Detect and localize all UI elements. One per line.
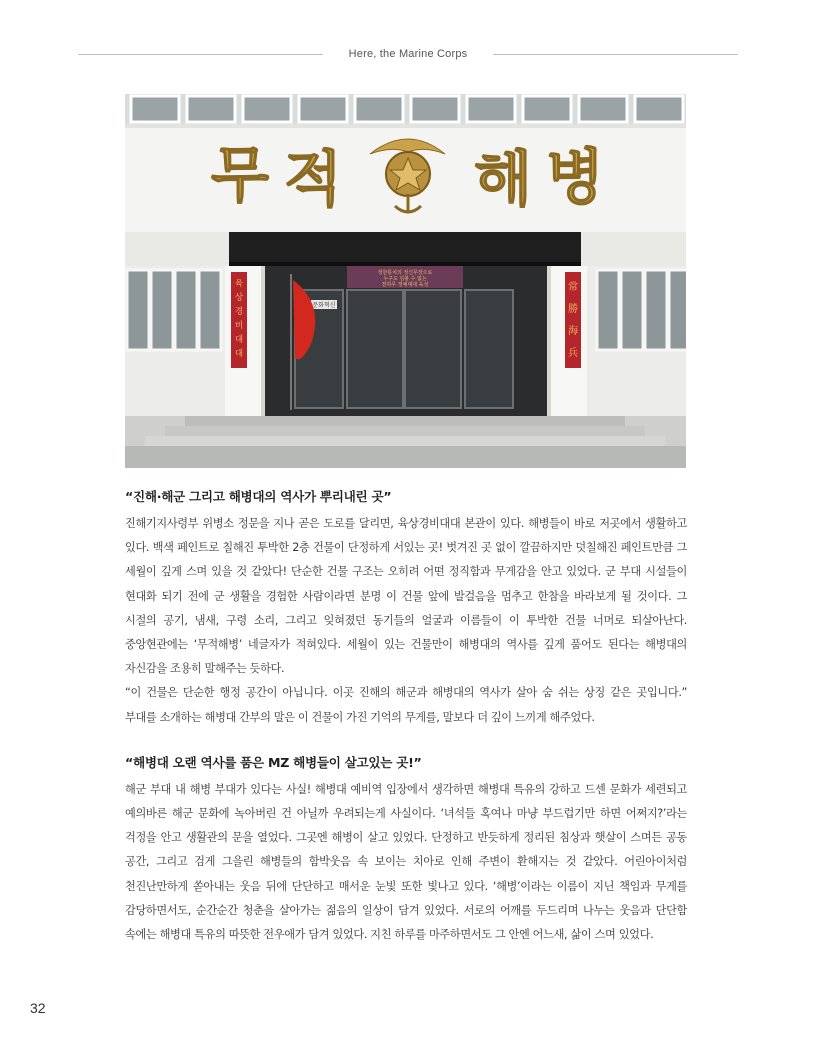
header-rule-left bbox=[78, 54, 323, 55]
lintel-banner-line-2: 누구도 넘볼 수 없는 bbox=[383, 276, 427, 282]
left-banner-char-1: 육 bbox=[234, 279, 244, 289]
sign-char-2: 적 bbox=[284, 145, 342, 215]
sign-char-4: 병 bbox=[546, 143, 604, 213]
right-banner-char-1: 常 bbox=[568, 282, 578, 293]
right-banner-char-4: 兵 bbox=[568, 348, 578, 359]
door-sign: 문화혁신 bbox=[312, 302, 336, 309]
header-rule-right bbox=[493, 54, 738, 55]
section-1-paragraph-2: “이 건물은 단순한 행정 공간이 아닙니다. 이곳 진해의 해군과 해병대의 역사가 살아 숨 쉬는 상징 같은 곳입니다.” 부대를 소개하는 해병대 간부의 말은 이 건물이 가진 기억의 무게를, 말보다 더 깊이 느끼게 해주었다. bbox=[125, 686, 687, 724]
header-title: Here, the Marine Corps bbox=[348, 48, 468, 60]
building-photo bbox=[125, 94, 686, 468]
left-banner-char-4: 비 bbox=[234, 321, 244, 331]
section-2 bbox=[125, 752, 687, 947]
left-banner-char-5: 대 bbox=[234, 335, 244, 345]
section-1-heading: “진해·해군 그리고 해병대의 역사가 뿌리내린 곳” bbox=[125, 489, 392, 504]
sign-char-1: 무 bbox=[211, 141, 269, 211]
left-banner-char-3: 경 bbox=[234, 307, 244, 317]
article-body bbox=[125, 486, 687, 947]
section-1-paragraph-1: 진해기지사령부 위병소 정문을 지나 곧은 도로를 달리면, 육상경비대대 본관이 있다. 해병들이 바로 저곳에서 생활하고 있다. 백색 페인트로 칠해진 투박한 2층 건물이 단정하게 서있는 곳! 벗겨진 곳 없이 깔끔하지만 덧칠해진 페인트만큼 그 세월이 깊게 스며 있을 것 같았다! 단순한 건물 구조는 오히려 어떤 정직함과 무게감을 안고 있었다. 군 부대 시설들이 현대화 되기 전에 군 생활을 경험한 사람이라면 분명 이 건물 앞에 발걸음을 멈추고 한참을 바라보게 될 것이다. 그 시절의 공기, 냄새, 구령 소리, 그리고 잊혀졌던 동기들의 얼굴과 이름들이 이 투박한 건물 너머로 되살아난다. 중앙현관에는 ‘무적해병’ 네글자가 적혀있다. 세월이 있는 건물만이 해병대의 역사를 깊게 품어도 된다는 해병대의 자신감을 조용히 말해주는 듯하다. bbox=[125, 517, 687, 676]
lintel-banner-line-3: 천하무 정예대대 육성 bbox=[381, 282, 429, 288]
sign-char-3: 해 bbox=[474, 145, 532, 215]
section-2-heading: “해병대 오랜 역사를 품은 MZ 해병들이 살고있는 곳!” bbox=[125, 754, 422, 770]
left-banner-char-2: 상 bbox=[234, 293, 244, 303]
running-header bbox=[78, 44, 738, 64]
right-banner-char-3: 海 bbox=[568, 326, 578, 337]
page-number: 32 bbox=[30, 1000, 46, 1016]
left-banner-char-6: 대 bbox=[234, 349, 244, 359]
section-2-paragraph: 해군 부대 내 해병 부대가 있다는 사실! 해병대 예비역 입장에서 생각하면 해병대 특유의 강하고 드센 문화가 세련되고 예의바른 해군 문화에 녹아버린 건 아닐까 우려되는게 사실이다. ‘녀석들 혹여나 마냥 부드럽기만 하면 어쩌지?’라는 걱정을 안고 생활관의 문을 열었다. 그곳엔 해병이 살고 있었다. 단정하고 반듯하게 정리된 침상과 햇살이 스며든 공동 공간, 그리고 검게 그을린 해병들의 함박웃음 속 보이는 치아로 인해 주변이 환해지는 것 같았다. 어린아이처럼 천진난만하게 쏟아내는 웃음 뒤에 단단하고 매서운 눈빛 또한 빛나고 있다. ‘해병’이라는 이름이 지닌 책임과 무게를 감당하면서도, 순간순간 청춘을 살아가는 젊음의 일상이 담겨 있었다. 서로의 어깨를 두드리며 나누는 웃음과 단단함 속에는 해병대 특유의 따뜻한 전우애가 담겨 있었다. 지친 하루를 마주하면서도 그 안엔 어느새, 삶이 스며 있었다. bbox=[125, 782, 687, 942]
right-banner-char-2: 勝 bbox=[568, 304, 578, 315]
lintel-banner-line-1: 정한통치의 정신무장으로 bbox=[377, 270, 433, 276]
section-1 bbox=[125, 486, 687, 730]
